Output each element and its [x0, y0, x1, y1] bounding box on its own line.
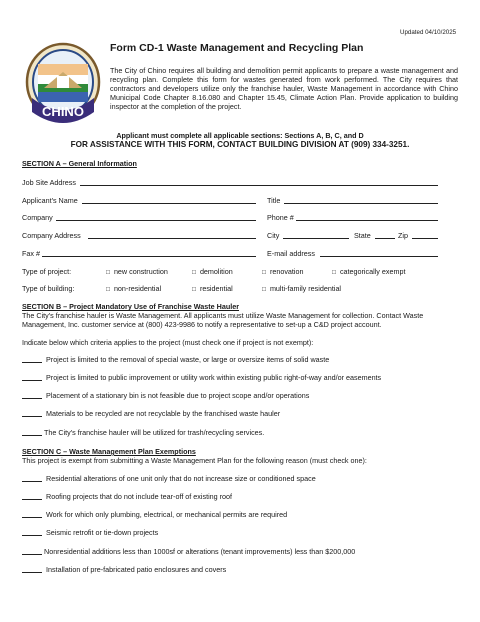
checkbox-icon: □	[106, 269, 110, 276]
section-b-check-blank[interactable]	[22, 416, 42, 417]
seal-text: CHINO	[42, 104, 84, 119]
section-c-heading: SECTION C – Waste Management Plan Exemptions	[22, 447, 196, 456]
must-complete-note: Applicant must complete all applicable sections: Sections A, B, C, and D	[116, 131, 364, 140]
section-c-check-blank[interactable]	[22, 535, 42, 536]
section-b-check-blank[interactable]	[22, 362, 42, 363]
checkbox-icon: □	[332, 269, 336, 276]
type-building-option[interactable]: □ non-residential	[106, 284, 162, 293]
type-project-option[interactable]: □ new construction	[106, 267, 168, 276]
city-label: City	[267, 231, 280, 240]
section-b-check-blank[interactable]	[22, 435, 42, 436]
company-label: Company	[22, 213, 53, 222]
section-b-check-blank[interactable]	[22, 380, 42, 381]
fax-field[interactable]	[42, 256, 256, 257]
email-field[interactable]	[320, 256, 438, 257]
section-c-check-blank[interactable]	[22, 572, 42, 573]
checkbox-icon: □	[106, 286, 110, 293]
type-building-label: Type of building:	[22, 284, 75, 293]
checkbox-icon: □	[262, 269, 266, 276]
job-site-field[interactable]	[80, 185, 438, 186]
section-b-item: Placement of a stationary bin is not feasible due to project scope and/or operations	[46, 391, 310, 400]
state-label: State	[354, 231, 371, 240]
type-building-option[interactable]: □ multi-family residential	[262, 284, 342, 293]
section-b-item: Project is limited to public improvement or utility work within existing public right-of-way and/or easements	[46, 373, 382, 382]
company-field[interactable]	[56, 220, 256, 221]
type-project-option[interactable]: □ demolition	[192, 267, 233, 276]
section-c-check-blank[interactable]	[22, 499, 42, 500]
type-building-option[interactable]: □ residential	[192, 284, 233, 293]
section-b-item: Materials to be recycled are not recyclable by the franchised waste hauler	[46, 409, 281, 418]
form-title: Form CD-1 Waste Management and Recycling Plan	[110, 42, 364, 54]
section-b-heading: SECTION B – Project Mandatory Use of Franchise Waste Hauler	[22, 302, 240, 311]
section-c-text: This project is exempt from submitting a Waste Management Plan for the following reason (must check one):	[22, 456, 367, 465]
type-project-option[interactable]: □ categorically exempt	[332, 267, 406, 276]
city-field[interactable]	[283, 238, 349, 239]
section-c-check-blank[interactable]	[22, 481, 42, 482]
company-address-field[interactable]	[88, 238, 256, 239]
section-c-item: Residential alterations of one unit only that do not increase size or conditioned space	[46, 474, 316, 483]
section-b-check-blank[interactable]	[22, 398, 42, 399]
section-c-check-blank[interactable]	[22, 554, 42, 555]
applicant-name-label: Applicant's Name	[22, 196, 78, 205]
section-c-item: Seismic retrofit or tie-down projects	[46, 528, 159, 537]
email-label: E-mail address	[267, 249, 315, 258]
type-project-label: Type of project:	[22, 267, 72, 276]
assistance-note: FOR ASSISTANCE WITH THIS FORM, CONTACT BUILDING DIVISION AT (909) 334-3251.	[70, 140, 410, 149]
title-label: Title	[267, 196, 281, 205]
checkbox-icon: □	[192, 269, 196, 276]
section-c-item: Roofing projects that do not include tear-off of existing roof	[46, 492, 233, 501]
section-b-item: Project is limited to the removal of special waste, or large or oversize items of solid waste	[46, 355, 330, 364]
phone-field[interactable]	[296, 220, 438, 221]
section-c-item: Nonresidential additions less than 1000sf or alterations (tenant improvements) less than $200,000	[44, 547, 356, 556]
city-seal-logo	[24, 42, 102, 126]
title-field[interactable]	[284, 203, 438, 204]
section-c-check-blank[interactable]	[22, 517, 42, 518]
applicant-name-field[interactable]	[82, 203, 256, 204]
section-c-item: Work for which only plumbing, electrical, or mechanical permits are required	[46, 510, 288, 519]
state-field[interactable]	[375, 238, 395, 239]
checkbox-icon: □	[192, 286, 196, 293]
zip-label: Zip	[398, 231, 408, 240]
section-b-item: The City's franchise hauler will be utilized for trash/recycling services.	[44, 428, 265, 437]
section-a-heading: SECTION A – General Information	[22, 159, 137, 168]
fax-label: Fax #	[22, 249, 40, 258]
type-project-option[interactable]: □ renovation	[262, 267, 304, 276]
intro-paragraph: The City of Chino requires all building and demolition permit applicants to prepare a waste management and recycling plan. Complete this form for wastes generated from work performed. The City requires that contractors and developers utilize only the franchise hauler, Waste Management in accordance with Chino Municipal Code Chapter 8.16.080 and Chapter 15.45, Climate Action Plan. Provide application to building inspector at the completion of the project.	[110, 66, 458, 111]
phone-label: Phone #	[267, 213, 294, 222]
zip-field[interactable]	[412, 238, 438, 239]
section-b-instruction: Indicate below which criteria applies to the project (must check one if project is not exempt):	[22, 338, 314, 347]
updated-date: Updated 04/10/2025	[400, 29, 457, 36]
section-b-text: The City's franchise hauler is Waste Management. All applicants must utilize Waste Management for collection. Contact Waste Management, Inc. customer service at (800) 423-9986 to notify a representative to set-up a C&D project account.	[22, 311, 424, 329]
section-c-item: Installation of pre-fabricated patio enclosures and covers	[46, 565, 227, 574]
job-site-label: Job Site Address	[22, 178, 76, 187]
checkbox-icon: □	[262, 286, 266, 293]
company-address-label: Company Address	[22, 231, 81, 240]
